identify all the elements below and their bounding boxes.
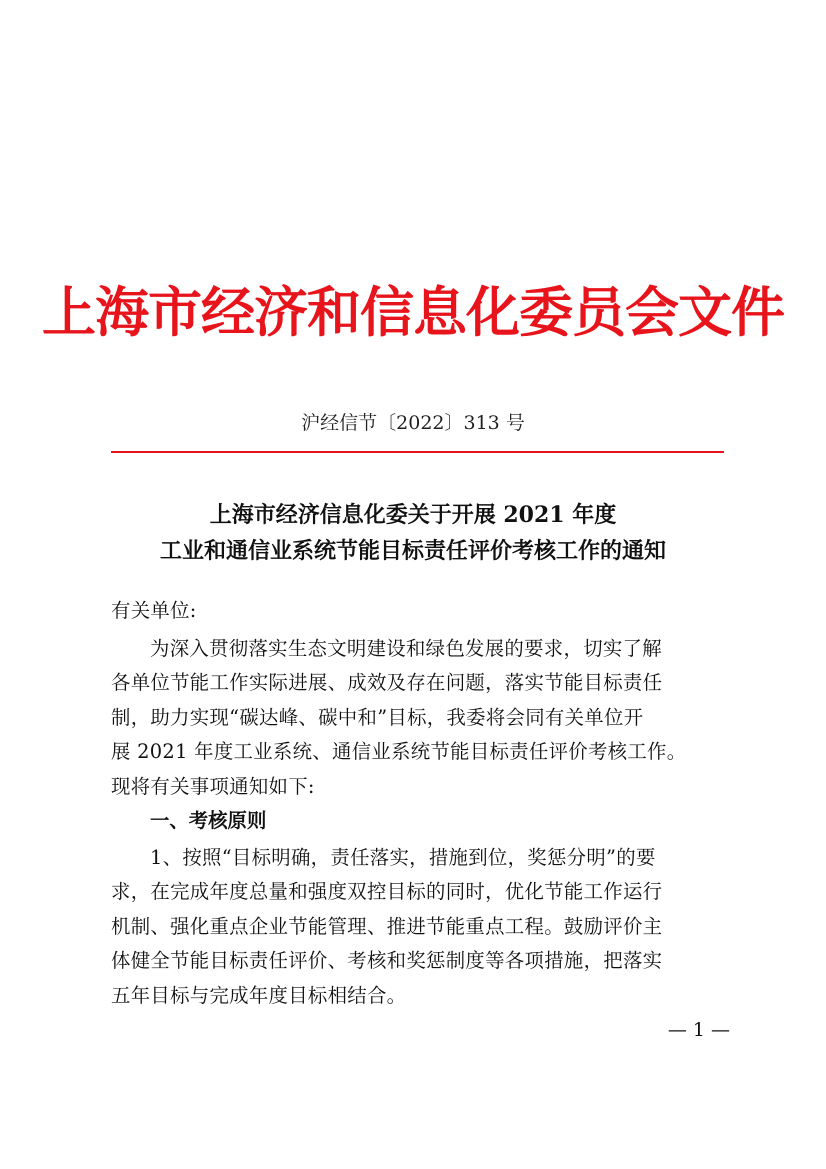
agency-header-title: 上海市经济和信息化委员会文件 — [42, 280, 784, 344]
intro-line: 制，助力实现“碳达峰、碳中和”目标，我委将会同有关单位开 — [111, 706, 644, 729]
salutation: 有关单位: — [111, 599, 197, 622]
intro-line: 展 2021 年度工业系统、通信业系统节能目标责任评价考核工作。 — [111, 740, 687, 763]
section-1-line: 1、按照“目标明确，责任落实，措施到位，奖惩分明”的要 — [150, 846, 656, 869]
intro-line: 现将有关事项通知如下: — [111, 775, 315, 798]
red-divider-line — [111, 451, 724, 453]
section-1-line: 机制、强化重点企业节能管理、推进节能重点工程。鼓励评价主 — [111, 915, 663, 938]
notice-title-line-2: 工业和通信业系统节能目标责任评价考核工作的通知 — [159, 538, 666, 564]
intro-line: 为深入贯彻落实生态文明建设和绿色发展的要求，切实了解 — [150, 637, 662, 660]
section-1-line: 体健全节能目标责任评价、考核和奖惩制度等各项措施，把落实 — [111, 949, 663, 972]
notice-title-line-1: 上海市经济信息化委关于开展 2021 年度 — [209, 502, 617, 528]
intro-line: 各单位节能工作实际进展、成效及存在问题，落实节能目标责任 — [111, 671, 663, 694]
document-number: 沪经信节〔2022〕313 号 — [301, 412, 525, 434]
page-number: — 1 — — [667, 1019, 730, 1041]
section-heading-principles: 一、考核原则 — [150, 809, 267, 832]
section-1-line: 求，在完成年度总量和强度双控目标的同时，优化节能工作运行 — [111, 880, 663, 903]
section-1-line: 五年目标与完成年度目标相结合。 — [111, 984, 407, 1007]
